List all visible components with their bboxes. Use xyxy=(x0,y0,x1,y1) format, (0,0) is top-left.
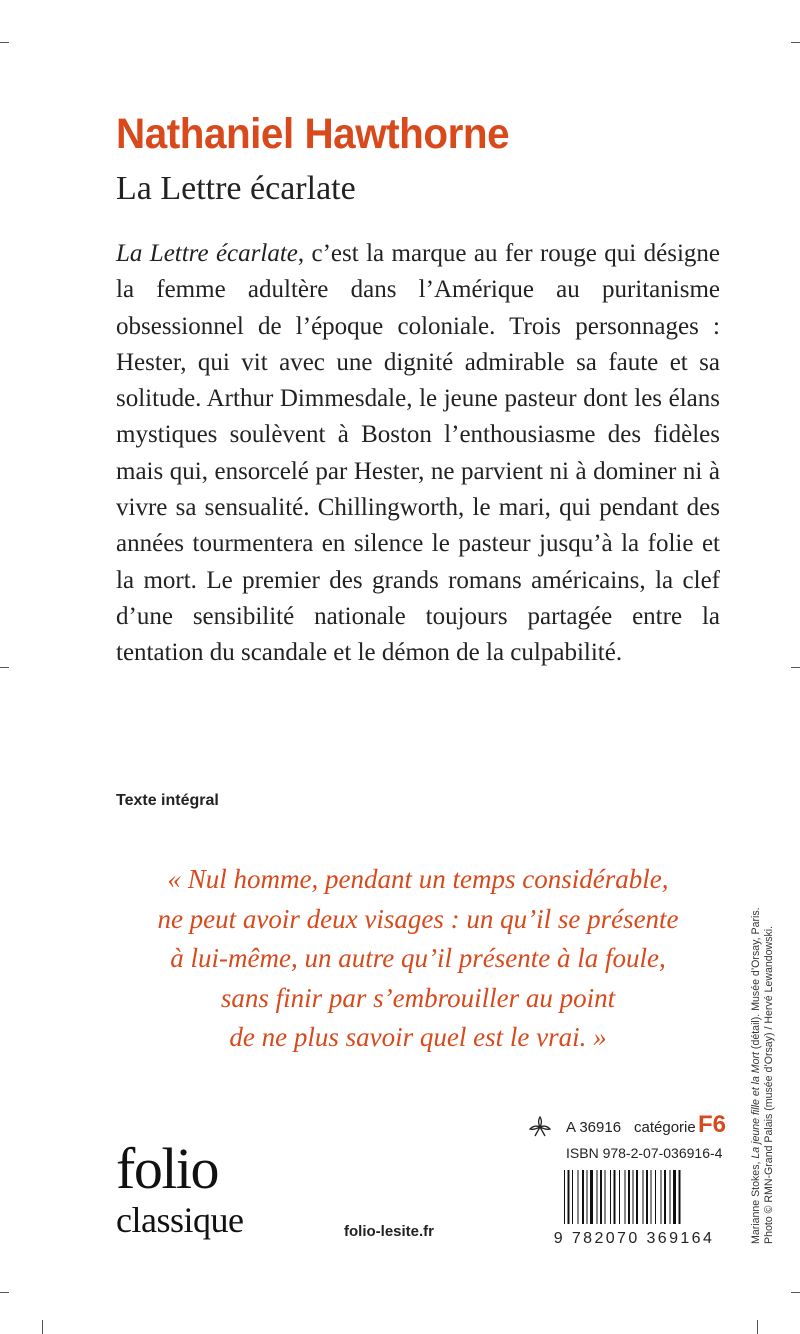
image-credit xyxy=(750,860,778,1244)
credit-line-1: Marianne Stokes, La jeune fille et la Mort (détail). Musée d’Orsay, Paris. xyxy=(750,907,762,1244)
isbn-number: ISBN 978-2-07-036916-4 xyxy=(566,1145,723,1161)
barcode xyxy=(548,1170,720,1246)
edition-label: Texte intégral xyxy=(116,792,219,809)
folio-leaf-icon xyxy=(528,1116,552,1138)
crop-mark xyxy=(42,1320,43,1334)
blurb-book-title: La Lettre écarlate xyxy=(116,240,298,267)
quote-line: de ne plus savoir quel est le vrai. » xyxy=(229,1022,607,1052)
credit-line-2: Photo © RMN-Grand Palais (musée d’Orsay) / Hervé Lewandowski. xyxy=(763,925,775,1244)
series-logo-folio: folio xyxy=(116,1136,219,1201)
author-name: Nathaniel Hawthorne xyxy=(116,110,510,158)
barcode-bars xyxy=(564,1170,681,1224)
crop-mark xyxy=(791,1292,800,1293)
crop-mark xyxy=(791,667,800,668)
blurb-body: , c’est la marque au fer rouge qui désigne la femme adultère dans l’Amérique au puritanisme obsessionnel de l’époque coloniale. Trois personnages : Hester, qui vit avec une dignité admirable sa faute et sa solitude. Arthur Dimmesdale, le jeune pasteur dont les élans mystiques soulèvent à Boston l’enthousiasme des fidèles mais qui, ensorcelé par Hester, ne parvient ni à dominer ni à vivre sa sensualité. Chillingworth, le mari, qui pendant des années tourmentera en silence le pasteur jusqu’à la folie et la mort. Le premier des grands romans américains, la clef d’une sensibilité nationale toujours partagée entre la tentation du scandale et le démon de la culpabilité. xyxy=(116,240,720,667)
crop-mark xyxy=(791,42,800,43)
blurb-text xyxy=(116,236,720,672)
pull-quote xyxy=(140,860,696,1058)
crop-mark xyxy=(0,1292,9,1293)
book-title: La Lettre écarlate xyxy=(116,170,356,207)
crop-mark xyxy=(757,1320,758,1334)
barcode-digits: 9 782070 369164 xyxy=(553,1230,715,1246)
website-link[interactable]: folio-lesite.fr xyxy=(344,1223,435,1240)
crop-mark xyxy=(0,42,9,43)
crop-mark xyxy=(0,667,9,668)
category-label: catégorie xyxy=(634,1119,696,1136)
series-logo-classique: classique xyxy=(116,1200,244,1240)
quote-line: ne peut avoir deux visages : un qu’il se présente xyxy=(157,903,679,934)
catalog-reference: A 36916 xyxy=(566,1119,622,1136)
quote-line: « Nul homme, pendant un temps considérable, xyxy=(167,864,669,894)
quote-line: à lui-même, un autre qu’il présente à la foule, xyxy=(170,943,666,973)
category-code: F6 xyxy=(698,1111,727,1138)
quote-line: sans finir par s’embrouiller au point xyxy=(220,982,616,1013)
